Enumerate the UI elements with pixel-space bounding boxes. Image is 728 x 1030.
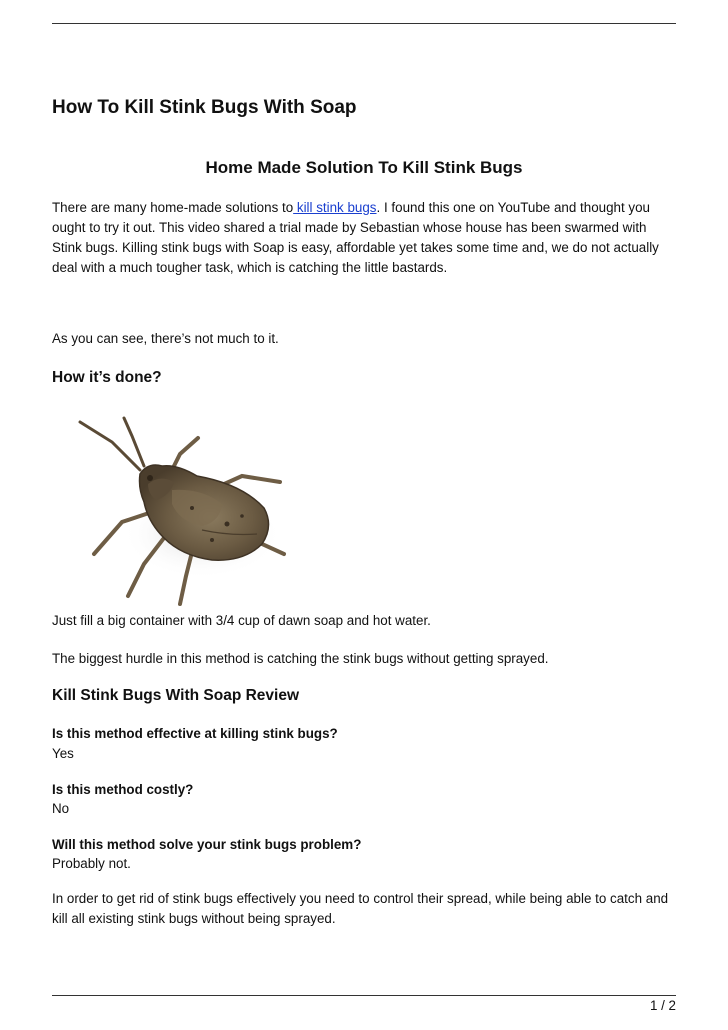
- intro-paragraph: [52, 198, 676, 278]
- page-number: 1 / 2: [649, 998, 676, 1013]
- kill-stink-bugs-link[interactable]: kill stink bugs: [293, 200, 377, 215]
- article-subtitle: Home Made Solution To Kill Stink Bugs: [205, 158, 523, 177]
- answer-solve-problem: Probably not.: [52, 856, 131, 871]
- answer-costly: No: [52, 801, 70, 816]
- stink-bug-illustration: [52, 404, 287, 609]
- hurdle-paragraph: The biggest hurdle in this method is catching the stink bugs without getting sprayed.: [52, 651, 549, 666]
- see-paragraph: As you can see, there’s not much to it.: [52, 331, 279, 346]
- question-effective: Is this method effective at killing stink bugs?: [52, 726, 338, 741]
- intro-text-before-link: There are many home-made solutions to: [52, 200, 294, 215]
- stink-bug-image: [52, 404, 287, 609]
- question-solve-problem: Will this method solve your stink bugs problem?: [52, 837, 362, 852]
- header-rule: [52, 23, 676, 24]
- review-heading: Kill Stink Bugs With Soap Review: [52, 687, 300, 704]
- answer-effective: Yes: [52, 746, 74, 761]
- footer-rule: [52, 995, 676, 996]
- question-costly: Is this method costly?: [52, 782, 194, 797]
- intro-text-after-link: . I found this one on YouTube and thought you ought to try it out. This video shared a trial made by Sebastian whose house has been swarmed with Stink bugs. Killing stink bugs with Soap is easy, affordable yet takes some time and, we do not actually deal with a much tougher task, which is catching the little bastards.: [52, 200, 659, 275]
- fill-instruction: Just fill a big container with 3/4 cup of dawn soap and hot water.: [52, 613, 431, 628]
- closing-paragraph: In order to get rid of stink bugs effectively you need to control their spread, while being able to catch and kill all existing stink bugs without being sprayed.: [52, 891, 669, 926]
- article-title: How To Kill Stink Bugs With Soap: [52, 97, 357, 118]
- how-heading: How it’s done?: [52, 369, 162, 386]
